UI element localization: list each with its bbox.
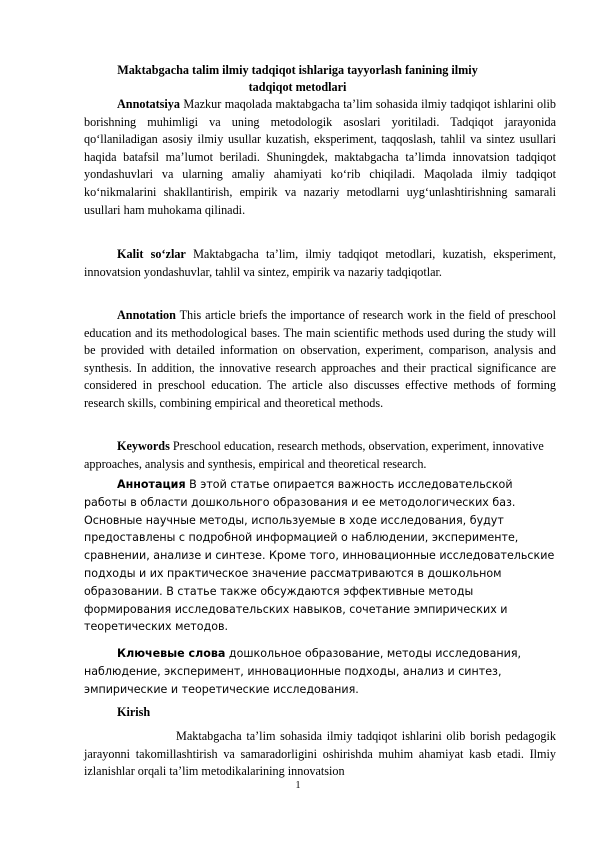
keywords-paragraph [84, 438, 556, 473]
annotatsiya-label: Annotatsiya [117, 97, 180, 111]
klyuchevye-paragraph [84, 645, 556, 698]
klyuchevye-text: дошкольное образование, методы исследования, наблюдение, эксперимент, инновационные подходы, анализ и синтез, эмпирические и теоретические исследования. [84, 647, 522, 696]
kirish-heading: Kirish [117, 705, 151, 719]
keywords-label: Keywords [117, 439, 170, 453]
keywords-text: Preschool education, research methods, observation, experiment, innovative approaches, analysis and synthesis, empirical and theoretical research. [84, 439, 544, 471]
annotatsiya-ru-paragraph [84, 476, 556, 636]
page-number: 1 [295, 780, 301, 791]
klyuchevye-label: Ключевые слова [117, 647, 226, 660]
annotatsiya-text: Mazkur maqolada maktabgacha ta’lim sohasida ilmiy tadqiqot ishlarini olib borishning muhimligi va uning metodologik asoslari yoritiladi. Tadqiqot jarayonida qo‘llaniladigan asosiy ilmiy usullar kuzatish, eksperiment, taqqoslash, tahlil va sintez usullari haqida batafsil ma’lumot beriladi. Shuningdek, maktabgacha ta’limda innovatsion tadqiqot yondashuvlari va ularning amaliy ahamiyati ko‘rib chiqiladi. Maqolada ilmiy tadqiqot ko‘nikmalarini shakllantirish, empirik va nazariy metodlarni uyg‘unlashtirishning samarali usullari ham muhokama qilinadi. [84, 97, 556, 217]
annotatsiya-ru-text: В этой статье опирается важность исследовательской работы в области дошкольного образования и ее методологических баз. Основные научные методы, используемые в ходе исследования, будут предоставлены с подробной информацией о наблюдении, эксперименте, сравнении, анализе и синтезе. Кроме того, инновационные исследовательские подходы и их практическое значение рассматриваются в дошкольном образовании. В статье также обсуждаются эффективные методы формирования исследовательских навыков, сочетание эмпирических и теоретических методов. [84, 478, 555, 634]
annotation-paragraph [84, 307, 556, 413]
annotatsiya-paragraph [84, 96, 556, 219]
article-title: Maktabgacha talim ilmiy tadqiqot ishlariga tayyorlash fanining ilmiy tadqiqot metodlari [117, 63, 478, 94]
kirish-paragraph: Maktabgacha ta’lim sohasida ilmiy tadqiqot ishlarini olib borish pedagogik jarayonni takomillashtirish va samaradorligini oshirishda muhim ahamiyat kasb etadi. Ilmiy izlanishlar orqali ta’lim metodikalarining innovatsion [84, 729, 556, 779]
annotatsiya-ru-label: Аннотация [117, 478, 186, 491]
kalit-sozlar-text: Maktabgacha ta’lim, ilmiy tadqiqot metodlari, kuzatish, eksperiment, innovatsion yondashuvlar, tahlil va sintez, empirik va nazariy tadqiqotlar. [84, 247, 556, 279]
annotation-label: Annotation [117, 308, 176, 322]
kalit-sozlar-label: Kalit so‘zlar [117, 247, 186, 261]
kalit-sozlar-paragraph [84, 246, 556, 281]
annotation-text: This article briefs the importance of research work in the field of preschool education and its methodological bases. The main scientific methods used during the study will be provided with detailed information on observation, experiment, comparison, analysis and synthesis. In addition, the innovative research approaches and their practical significance are considered in preschool education. The article also discusses effective methods of forming research skills, combining empirical and theoretical methods. [84, 308, 556, 410]
